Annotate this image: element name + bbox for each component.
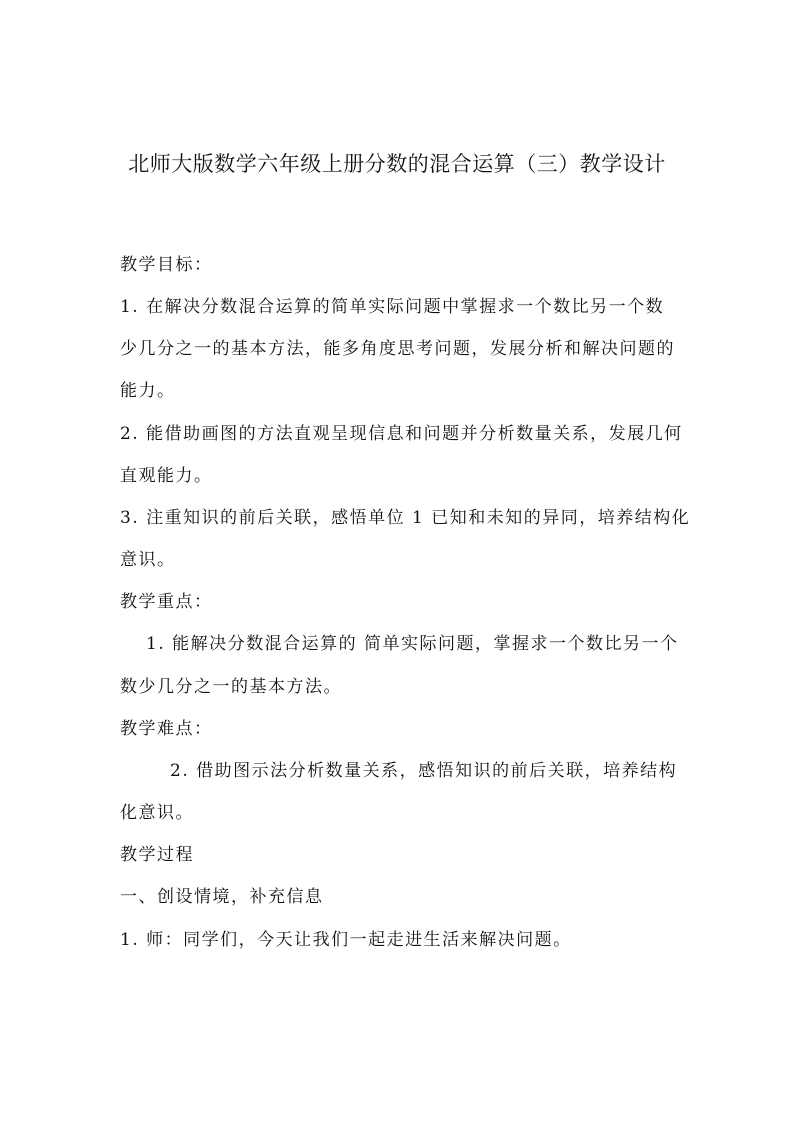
- objective-3-line-2: 意识。: [120, 550, 176, 570]
- objective-1-line-3: 能力。: [120, 381, 176, 401]
- heading-key-points: 教学重点：: [120, 592, 213, 612]
- objective-1-line-1: 1. 在解决分数混合运算的简单实际问题中掌握求一个数比另一个数: [120, 297, 665, 317]
- heading-teaching-process: 教学过程: [120, 845, 194, 865]
- section-1-heading: 一、创设情境，补充信息: [120, 887, 324, 907]
- difficulty-line-2: 化意识。: [120, 803, 194, 823]
- difficulty-line-1: 2. 借助图示法分析数量关系，感悟知识的前后关联，培养结构: [170, 761, 678, 781]
- key-point-line-2: 数少几分之一的基本方法。: [120, 677, 342, 697]
- objective-2-line-2: 直观能力。: [120, 466, 213, 486]
- objective-1-line-2: 少几分之一的基本方法，能多角度思考问题，发展分析和解决问题的: [120, 339, 675, 359]
- heading-teaching-objectives: 教学目标：: [120, 255, 213, 275]
- key-point-line-1: 1. 能解决分数混合运算的 简单实际问题，掌握求一个数比另一个: [146, 634, 679, 654]
- heading-difficulties: 教学难点：: [120, 719, 213, 739]
- document-title: 北师大版数学六年级上册分数的混合运算（三）教学设计: [128, 152, 666, 176]
- objective-2-line-1: 2. 能借助画图的方法直观呈现信息和问题并分析数量关系，发展几何: [120, 424, 683, 444]
- process-line-1: 1. 师：同学们，今天让我们一起走进生活来解决问题。: [120, 930, 572, 950]
- objective-3-line-1: 3. 注重知识的前后关联，感悟单位 1 已知和未知的异同，培养结构化: [120, 508, 691, 528]
